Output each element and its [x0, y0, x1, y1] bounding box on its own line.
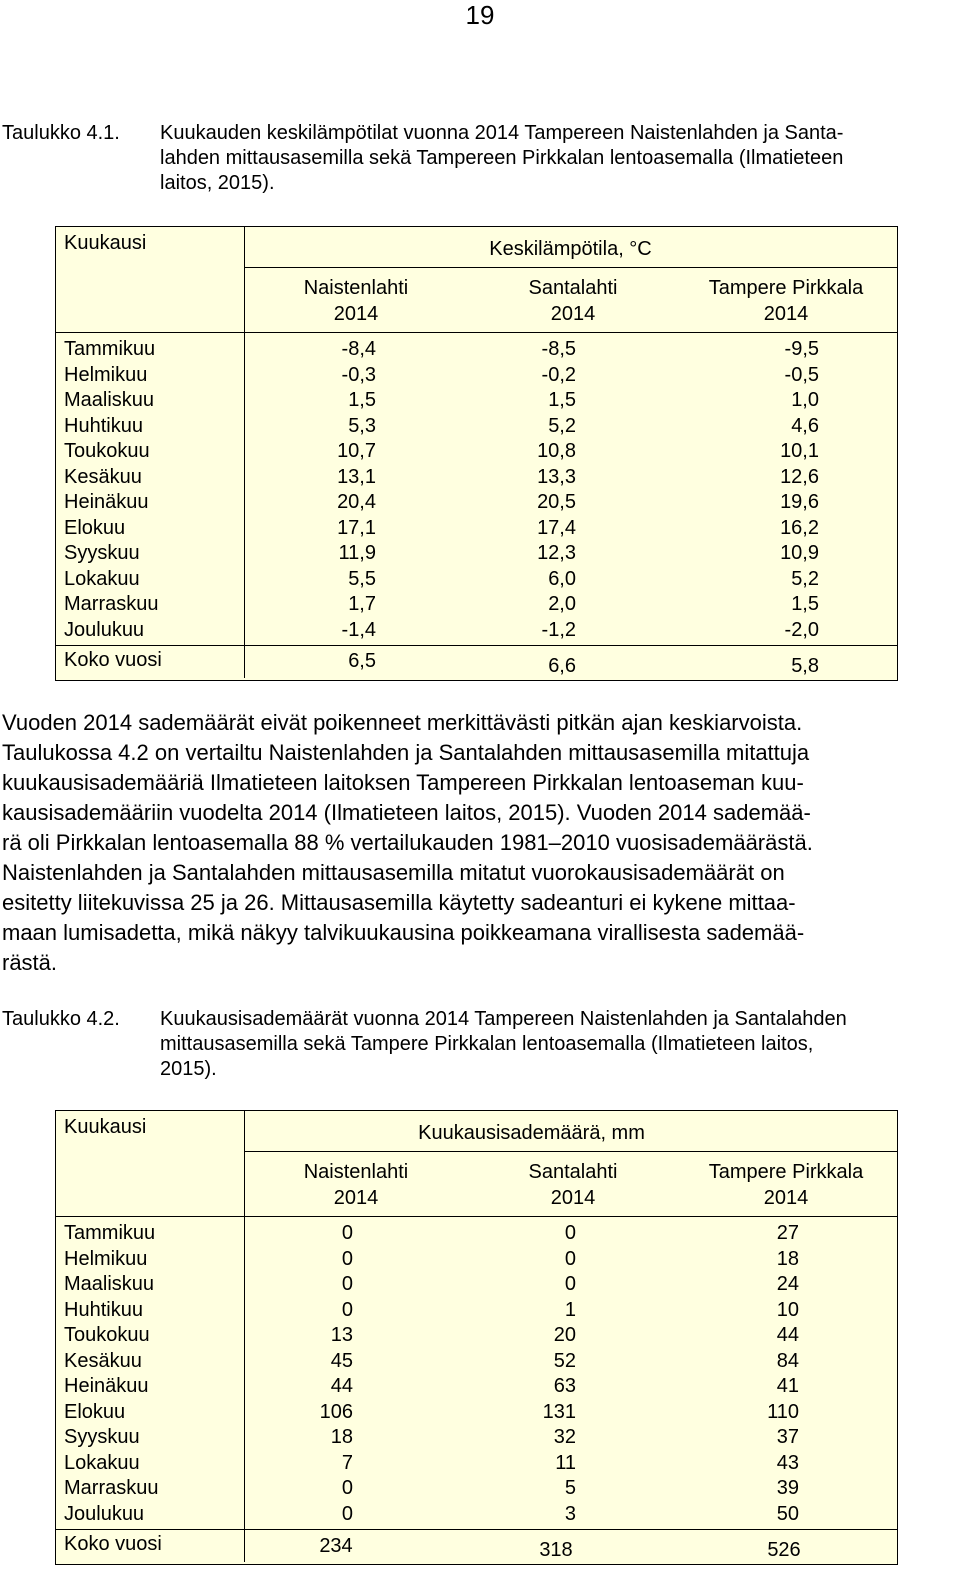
table-divider — [244, 1151, 897, 1152]
paragraph-line: kuukausisademääriä Ilmatieteen laitoksen Tampereen Pirkkalan lentoaseman kuu- — [2, 770, 804, 795]
col-header-name: Tampere Pirkkala — [708, 1161, 864, 1183]
precipitation-table — [55, 1110, 898, 1565]
page-number: 19 — [465, 0, 495, 30]
paragraph-line: Vuoden 2014 sademäärät eivät poikenneet merkittävästi pitkän ajan keskiarvoista. — [2, 710, 803, 735]
table2-caption-line: Kuukausisademäärät vuonna 2014 Tampereen Naistenlahden ja Santalahden — [160, 1008, 847, 1030]
month-label: Elokuu — [64, 516, 126, 539]
table1-caption-line: lahden mittausasemilla sekä Tampereen Pirkkalan lentoasemalla (Ilmatieteen — [160, 147, 844, 169]
body-paragraph — [2, 708, 952, 978]
col-header-santalahti — [513, 276, 633, 327]
month-label: Heinäkuu — [64, 1375, 149, 1397]
value-cell: 5,2 — [791, 567, 819, 590]
value-cell: 10,7 — [337, 440, 376, 462]
col-header-year: 2014 — [333, 302, 379, 325]
value-cell: -9,5 — [784, 338, 819, 360]
table2-total-label: Koko vuosi — [64, 1533, 162, 1555]
col-header-name: Naistenlahti — [303, 1161, 409, 1183]
col-header-naistenlahti — [296, 1160, 416, 1211]
month-label: Kesäkuu — [64, 1349, 142, 1372]
value-cell: 37 — [776, 1426, 799, 1448]
col-header-santalahti — [513, 1160, 633, 1211]
table1-naistenlahti-column — [276, 337, 376, 643]
value-cell: -0,5 — [784, 363, 819, 386]
table2-label: Taulukko 4.2. — [2, 1008, 120, 1030]
col-header-year: 2014 — [763, 1186, 809, 1209]
table-divider — [56, 645, 897, 646]
month-label: Huhtikuu — [64, 1298, 143, 1321]
month-label: Heinäkuu — [64, 491, 149, 513]
value-cell: 43 — [776, 1451, 799, 1474]
value-cell: 16,2 — [780, 516, 819, 539]
temperature-table — [55, 226, 898, 681]
total-value: 318 — [539, 1539, 573, 1561]
table1-pirkkala-column — [719, 337, 819, 643]
value-cell: 1,5 — [791, 593, 819, 615]
value-cell: 12,6 — [780, 465, 819, 488]
value-cell: 27 — [776, 1222, 799, 1244]
table-divider — [244, 227, 245, 678]
paragraph-line: esitetty liitekuvissa 25 ja 26. Mittausasemilla käytetty sadeanturi ei kykene mittaa- — [2, 890, 796, 915]
value-cell: 39 — [776, 1477, 799, 1499]
table1-caption — [160, 121, 936, 196]
value-cell: -2,0 — [784, 618, 819, 641]
table-divider — [56, 1529, 897, 1530]
table1-total-label: Koko vuosi — [64, 649, 162, 671]
month-label: Toukokuu — [64, 1324, 150, 1346]
value-cell: 10,1 — [780, 440, 819, 462]
month-label: Huhtikuu — [64, 414, 143, 437]
value-cell: 5 — [564, 1477, 576, 1499]
table-divider — [56, 1216, 897, 1217]
value-cell: 13,1 — [337, 465, 376, 488]
month-label: Helmikuu — [64, 363, 148, 386]
paragraph-line: Naistenlahden ja Santalahden mittausasemilla mitatut vuorokausisademäärät on — [2, 860, 785, 885]
value-cell: 11 — [555, 1451, 576, 1474]
col-header-name: Santalahti — [528, 277, 618, 299]
value-cell: 7 — [341, 1451, 353, 1474]
col-header-name: Santalahti — [528, 1161, 618, 1183]
table1-caption-line: Kuukauden keskilämpötilat vuonna 2014 Tampereen Naistenlahden ja Santa- — [160, 122, 844, 144]
col-header-tampere-pirkkala — [691, 1160, 881, 1211]
month-label: Syyskuu — [64, 542, 140, 564]
month-label: Maaliskuu — [64, 1273, 155, 1295]
value-cell: 0 — [341, 1222, 353, 1244]
value-cell: 0 — [341, 1247, 353, 1270]
value-cell: 24 — [776, 1273, 799, 1295]
total-value: 6,6 — [548, 655, 576, 677]
table2-naistenlahti-column — [276, 1221, 353, 1527]
table2-santalahti-column — [476, 1221, 576, 1527]
value-cell: -0,2 — [541, 363, 576, 386]
value-cell: -0,3 — [341, 363, 376, 386]
month-label: Kesäkuu — [64, 465, 142, 488]
col-header-year: 2014 — [763, 302, 809, 325]
value-cell: 0 — [341, 1502, 353, 1525]
paragraph-line: maan lumisadetta, mikä näkyy talvikuukausina poikkeamana virallisesta sademää- — [2, 920, 805, 945]
value-cell: -1,2 — [541, 618, 576, 641]
value-cell: 20,4 — [337, 491, 376, 513]
value-cell: 13,3 — [537, 465, 576, 488]
paragraph-line: rästä. — [2, 950, 58, 975]
value-cell: 19,6 — [780, 491, 819, 513]
month-label: Joulukuu — [64, 1502, 145, 1525]
value-cell: 32 — [553, 1426, 576, 1448]
table2-group-header: Kuukausisademäärä, mm — [418, 1122, 645, 1144]
value-cell: 44 — [776, 1324, 799, 1346]
value-cell: 3 — [564, 1502, 576, 1525]
value-cell: 12,3 — [537, 542, 576, 564]
table1-santalahti-column — [476, 337, 576, 643]
total-value: 526 — [767, 1539, 801, 1561]
total-value: 6,5 — [348, 650, 376, 672]
value-cell: 5,3 — [348, 414, 376, 437]
value-cell: -1,4 — [341, 618, 376, 641]
table-divider — [244, 267, 897, 268]
value-cell: 10 — [776, 1298, 799, 1321]
value-cell: 50 — [776, 1502, 799, 1525]
value-cell: 6,0 — [548, 567, 576, 590]
value-cell: 131 — [542, 1400, 576, 1423]
table2-caption-line: mittausasemilla sekä Tampere Pirkkalan lentoasemalla (Ilmatieteen laitos, — [160, 1033, 814, 1055]
value-cell: 5,2 — [548, 414, 576, 437]
value-cell: 20 — [553, 1324, 576, 1346]
month-label: Tammikuu — [64, 1222, 156, 1244]
value-cell: 11,9 — [338, 542, 376, 564]
value-cell: 4,6 — [791, 414, 819, 437]
value-cell: 0 — [341, 1477, 353, 1499]
value-cell: 84 — [776, 1349, 799, 1372]
month-label: Joulukuu — [64, 618, 145, 641]
col-header-year: 2014 — [550, 1186, 596, 1209]
value-cell: 1,7 — [348, 593, 376, 615]
total-value: 234 — [319, 1535, 353, 1557]
value-cell: 63 — [553, 1375, 576, 1397]
value-cell: 1 — [564, 1298, 576, 1321]
month-label: Marraskuu — [64, 1477, 159, 1499]
col-header-tampere-pirkkala — [691, 276, 881, 327]
value-cell: -8,4 — [341, 338, 376, 360]
table1-corner-header: Kuukausi — [64, 232, 147, 254]
value-cell: 17,4 — [537, 516, 576, 539]
table2-caption-line: 2015). — [160, 1058, 217, 1080]
table1-label: Taulukko 4.1. — [2, 122, 120, 144]
month-label: Helmikuu — [64, 1247, 148, 1270]
value-cell: 41 — [776, 1375, 799, 1397]
month-label: Marraskuu — [64, 593, 159, 615]
month-label: Toukokuu — [64, 440, 150, 462]
value-cell: 1,5 — [348, 389, 376, 411]
value-cell: -8,5 — [541, 338, 576, 360]
value-cell: 45 — [330, 1349, 353, 1372]
month-label: Syyskuu — [64, 1426, 140, 1448]
month-label: Elokuu — [64, 1400, 126, 1423]
value-cell: 0 — [564, 1247, 576, 1270]
table2-caption — [160, 1007, 936, 1082]
paragraph-line: kausisademääriin vuodelta 2014 (Ilmatieteen laitos, 2015). Vuoden 2014 sademää- — [2, 800, 811, 825]
value-cell: 106 — [319, 1400, 353, 1423]
month-label: Lokakuu — [64, 1451, 140, 1474]
table2-corner-header: Kuukausi — [64, 1116, 147, 1138]
value-cell: 17,1 — [337, 516, 376, 539]
col-header-name: Naistenlahti — [303, 277, 409, 299]
table-divider — [244, 1111, 245, 1562]
total-value: 5,8 — [791, 655, 819, 677]
table-divider — [56, 332, 897, 333]
value-cell: 0 — [564, 1273, 576, 1295]
value-cell: 1,5 — [548, 389, 576, 411]
col-header-year: 2014 — [550, 302, 596, 325]
value-cell: 44 — [330, 1375, 353, 1397]
value-cell: 2,0 — [548, 593, 576, 615]
value-cell: 0 — [341, 1298, 353, 1321]
value-cell: 10,8 — [537, 440, 576, 462]
month-label: Maaliskuu — [64, 389, 155, 411]
table2-pirkkala-column — [699, 1221, 799, 1527]
table1-group-header: Keskilämpötila, °C — [489, 238, 652, 260]
col-header-year: 2014 — [333, 1186, 379, 1209]
month-label: Tammikuu — [64, 338, 156, 360]
value-cell: 18 — [330, 1426, 353, 1448]
value-cell: 0 — [341, 1273, 353, 1295]
table1-month-column — [64, 337, 158, 643]
value-cell: 1,0 — [791, 389, 819, 411]
value-cell: 110 — [767, 1400, 799, 1423]
paragraph-line: Taulukossa 4.2 on vertailtu Naistenlahden ja Santalahden mittausasemilla mitattuja — [2, 740, 810, 765]
month-label: Lokakuu — [64, 567, 140, 590]
value-cell: 10,9 — [780, 542, 819, 564]
value-cell: 52 — [553, 1349, 576, 1372]
value-cell: 5,5 — [348, 567, 376, 590]
table2-month-column — [64, 1221, 158, 1527]
col-header-naistenlahti — [296, 276, 416, 327]
paragraph-line: rä oli Pirkkalan lentoasemalla 88 % vertailukauden 1981–2010 vuosisademäärästä. — [2, 830, 813, 855]
value-cell: 0 — [564, 1222, 576, 1244]
table1-caption-line: laitos, 2015). — [160, 172, 275, 194]
value-cell: 20,5 — [537, 491, 576, 513]
col-header-name: Tampere Pirkkala — [708, 277, 864, 299]
value-cell: 18 — [776, 1247, 799, 1270]
value-cell: 13 — [330, 1324, 353, 1346]
